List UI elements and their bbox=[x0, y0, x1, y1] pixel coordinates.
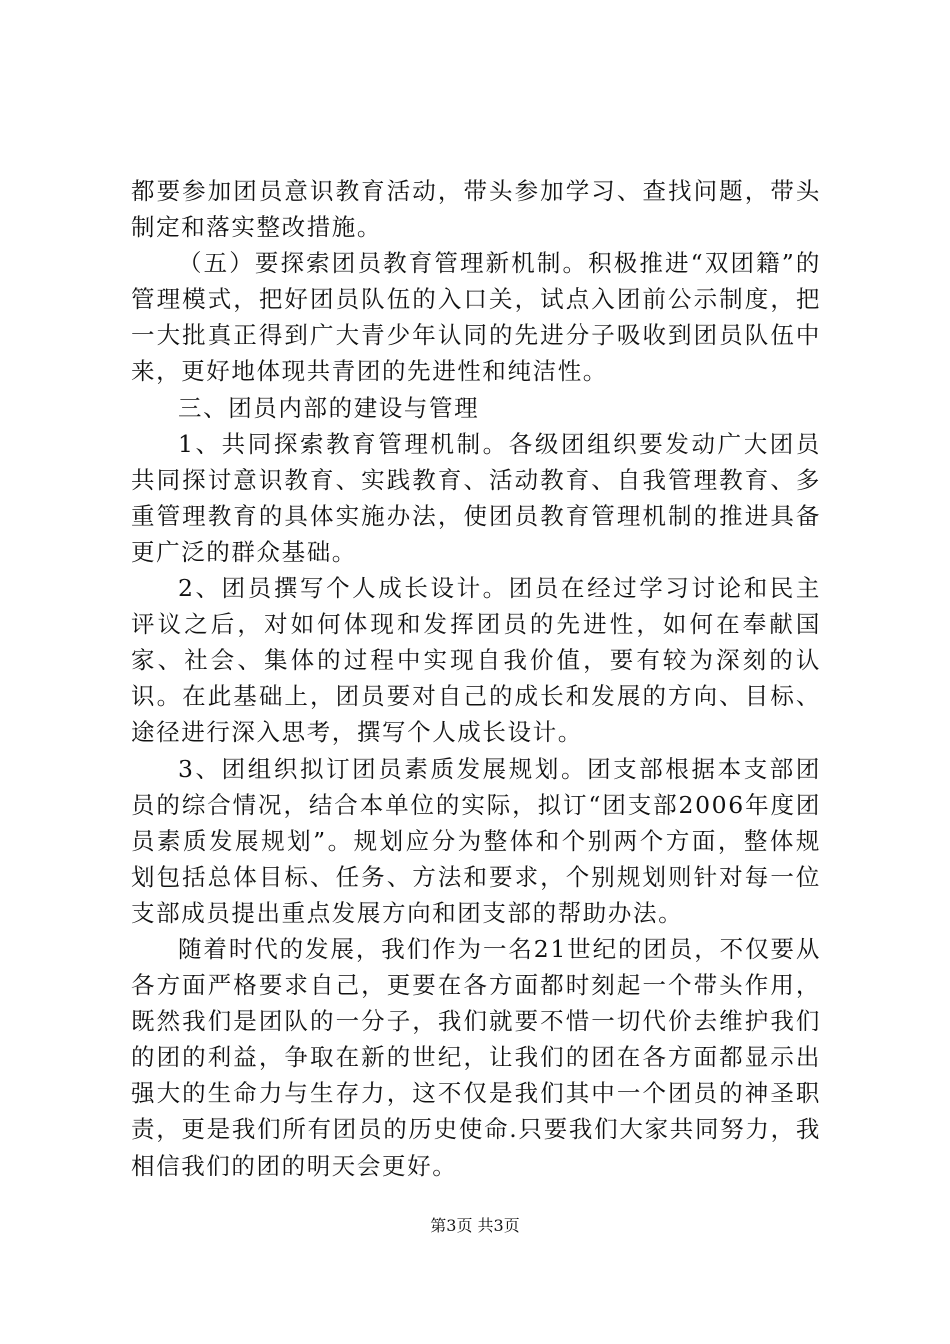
paragraph-continuation: 都要参加团员意识教育活动，带头参加学习、查找问题，带头制定和落实整改措施。 bbox=[131, 177, 821, 242]
paragraph-conclusion: 随着时代的发展，我们作为一名21世纪的团员，不仅要从各方面严格要求自己，更要在各方面都时刻起一个带头作用，既然我们是团队的一分子，我们就要不惜一切代价去维护我们的团的利益，争取在新的世纪，让我们的团在各方面都显示出强大的生命力与生存力，这不仅是我们其中一个团员的神圣职责，更是我们所有团员的历史使命.只要我们大家共同努力，我相信我们的团的明天会更好。 bbox=[131, 934, 821, 1180]
paragraph-item-five: （五）要探索团员教育管理新机制。积极推进“双团籍”的管理模式，把好团员队伍的入口关，试点入团前公示制度，把一大批真正得到广大青少年认同的先进分子吸收到团员队伍中来，更好地体现共青团的先进性和纯洁性。 bbox=[131, 249, 821, 386]
document-body bbox=[131, 173, 821, 1184]
paragraph-item-1: 1、共同探索教育管理机制。各级团组织要发动广大团员共同探讨意识教育、实践教育、活动教育、自我管理教育、多重管理教育的具体实施办法，使团员教育管理机制的推进具备更广泛的群众基础。 bbox=[131, 429, 821, 566]
paragraph-item-3: 3、团组织拟订团员素质发展规划。团支部根据本支部团员的综合情况，结合本单位的实际，拟订“团支部2006年度团员素质发展规划”。规划应分为整体和个别两个方面，整体规划包括总体目标、任务、方法和要求，个别规划则针对每一位支部成员提出重点发展方向和团支部的帮助办法。 bbox=[131, 754, 821, 927]
paragraph-item-2: 2、团员撰写个人成长设计。团员在经过学习讨论和民主评议之后，对如何体现和发挥团员的先进性，如何在奉献国家、社会、集体的过程中实现自我价值，要有较为深刻的认识。在此基础上，团员要对自己的成长和发展的方向、目标、途径进行深入思考，撰写个人成长设计。 bbox=[131, 574, 821, 747]
section-heading-three: 三、团员内部的建设与管理 bbox=[178, 393, 480, 422]
page-number-footer: 第3页 共3页 bbox=[430, 1216, 520, 1235]
